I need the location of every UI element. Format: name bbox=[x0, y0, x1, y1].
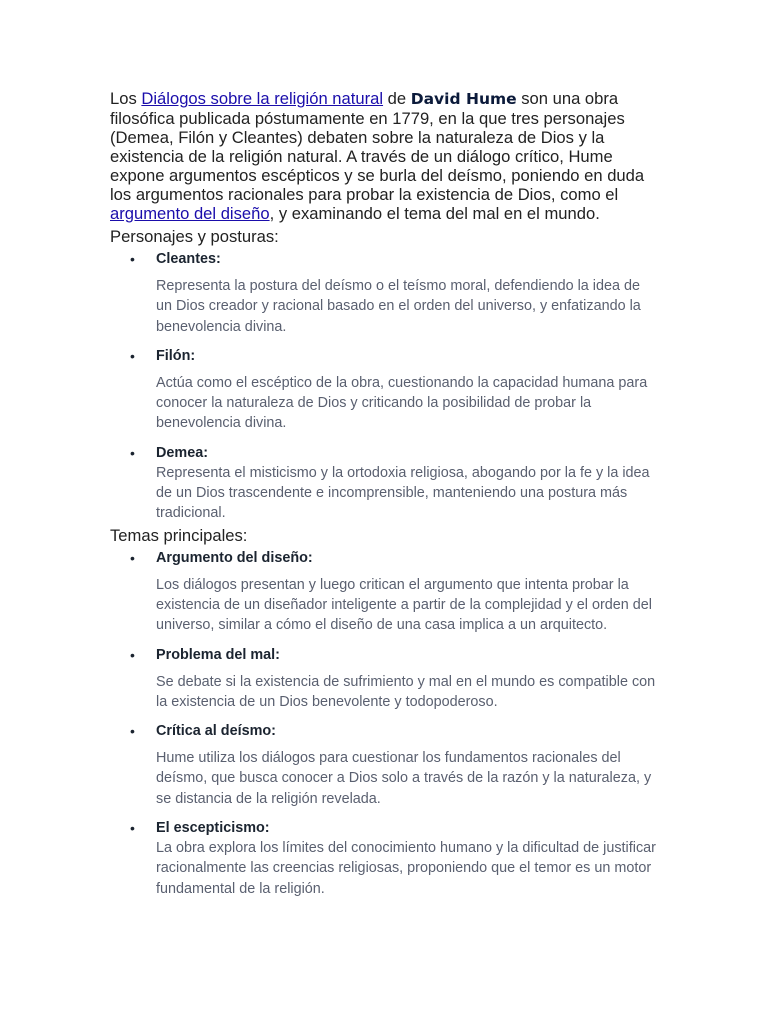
intro-middle: de bbox=[383, 89, 411, 108]
item-title: Demea: bbox=[156, 444, 208, 461]
intro-text-1: son una obra filosófica publicada póstumamente en 1779, en la que tres personajes (Demea, Filón y Cleantes) debaten sobre la naturaleza de Dios y la existencia de la religión natural. A través de un diálogo crítico, Hume expone argumentos escépticos y se burla del deísmo, poniendo en duda los argumentos racionales para probar la existencia de Dios, como el bbox=[110, 89, 645, 204]
item-description: Representa el misticismo y la ortodoxia religiosa, abogando por la fe y la idea de un Dios trascendente e incomprensible, manteniendo una postura más tradicional. bbox=[156, 464, 650, 522]
themes-heading: Temas principales: bbox=[110, 525, 248, 545]
intro-prefix: Los bbox=[110, 89, 142, 108]
item-title: Filón: bbox=[156, 347, 196, 364]
intro-text-2: , y examinando el tema del mal en el mundo. bbox=[269, 204, 600, 223]
list-item bbox=[110, 347, 658, 434]
list-item bbox=[110, 444, 658, 524]
item-description: La obra explora los límites del conocimiento humano y la dificultad de justificar racionalmente las creencias religiosas, proponiendo que el temor es un motor fundamental de la religión. bbox=[156, 840, 656, 897]
bullet-icon: • bbox=[130, 444, 135, 461]
item-title: Problema del mal: bbox=[156, 646, 280, 663]
list-item bbox=[110, 549, 658, 636]
list-item bbox=[110, 646, 658, 713]
list-item bbox=[110, 819, 658, 899]
item-description: Se debate si la existencia de sufrimiento y mal en el mundo es compatible con la existencia de un Dios benevolente y todopoderoso. bbox=[156, 673, 656, 710]
document-page bbox=[110, 89, 658, 899]
intro-paragraph bbox=[110, 89, 658, 223]
argumento-diseno-link[interactable]: argumento del diseño bbox=[110, 204, 270, 223]
list-item bbox=[110, 250, 658, 337]
item-title: Crítica al deísmo: bbox=[156, 723, 276, 740]
author-name: David Hume bbox=[410, 90, 517, 108]
bullet-icon: • bbox=[130, 549, 135, 566]
item-description: Hume utiliza los diálogos para cuestionar los fundamentos racionales del deísmo, que busca conocer a Dios solo a través de la razón y la naturaleza, y se distancia de la religión revelada. bbox=[156, 750, 652, 807]
characters-list bbox=[110, 250, 658, 524]
bullet-icon: • bbox=[130, 646, 135, 663]
list-item bbox=[110, 722, 658, 809]
item-title: El escepticismo: bbox=[156, 820, 270, 837]
item-title: Cleantes: bbox=[156, 251, 221, 267]
item-description: Los diálogos presentan y luego critican el argumento que intenta probar la existencia de un diseñador inteligente a partir de la complejidad y el orden del universo, similar a cómo el diseño de una casa implica a un arquitecto. bbox=[156, 576, 652, 634]
characters-heading: Personajes y posturas: bbox=[110, 227, 279, 246]
item-title: Argumento del diseño: bbox=[156, 549, 313, 566]
bullet-icon: • bbox=[130, 723, 135, 740]
bullet-icon: • bbox=[130, 820, 135, 837]
themes-list bbox=[110, 549, 658, 899]
bullet-icon: • bbox=[130, 347, 135, 364]
item-description: Representa la postura del deísmo o el teísmo moral, defendiendo la idea de un Dios creador y racional basado en el orden del universo, y enfatizando la benevolencia divina. bbox=[156, 278, 641, 335]
item-description: Actúa como el escéptico de la obra, cuestionando la capacidad humana para conocer la naturaleza de Dios y criticando la posibilidad de probar la benevolencia divina. bbox=[156, 374, 648, 432]
bullet-icon: • bbox=[130, 251, 135, 267]
dialogos-link[interactable]: Diálogos sobre la religión natural bbox=[141, 89, 384, 108]
